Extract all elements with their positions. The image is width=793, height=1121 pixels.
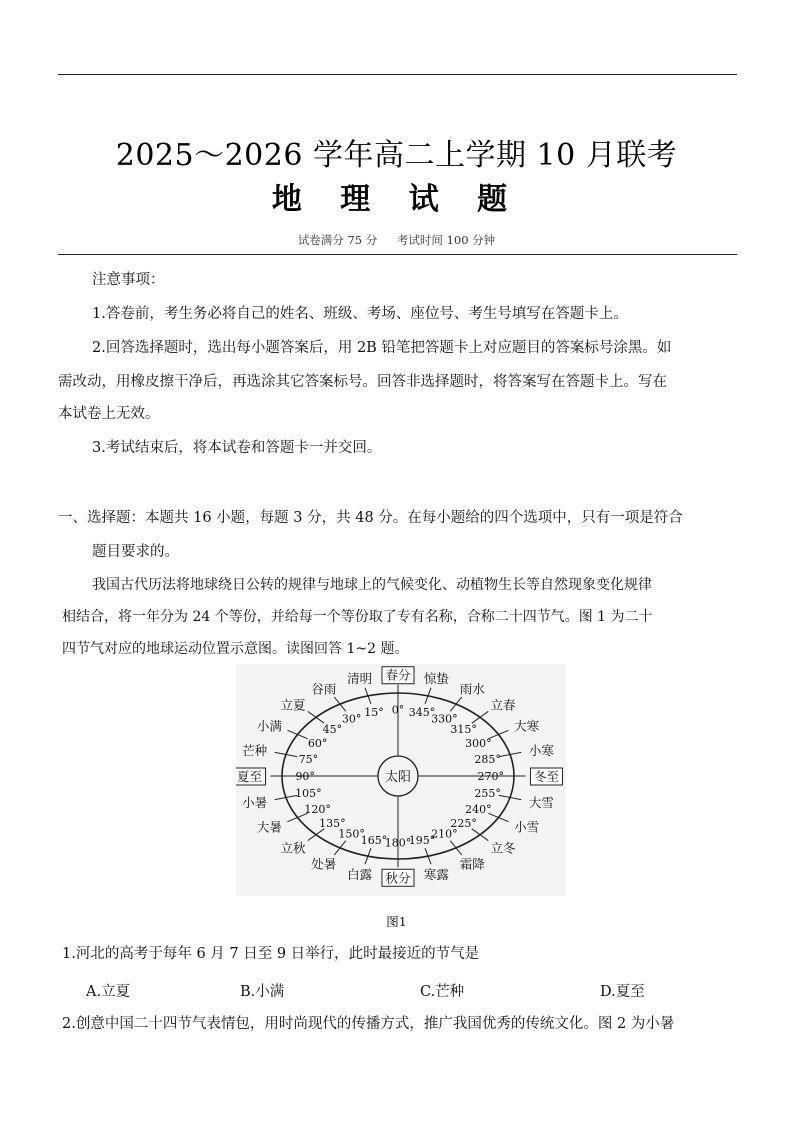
degree-label: 30° — [341, 712, 362, 726]
header-rule — [58, 254, 737, 255]
degree-label: 285° — [474, 752, 501, 766]
solar-term-name: 小暑 — [242, 795, 268, 811]
degree-label: 165° — [360, 834, 388, 848]
figure-caption: 图1 — [386, 914, 407, 929]
solar-terms-diagram — [236, 664, 566, 896]
question-1-stem: 1.河北的高考于每年 6 月 7 日至 9 日举行，此时最接近的节气是 — [62, 946, 480, 962]
degree-label: 210° — [431, 827, 458, 841]
notes-heading: 注意事项： — [92, 272, 165, 288]
note-2-line-2: 需改动，用橡皮擦干净后，再选涂其它答案标号。回答非选择题时，将答案写在答题卡上。写在 — [58, 374, 667, 390]
degree-label: 255° — [474, 787, 501, 801]
solar-term-name-boxed: 秋分 — [385, 870, 411, 886]
solar-term-name: 立夏 — [280, 697, 306, 713]
solar-term-name: 立秋 — [280, 840, 306, 856]
solar-term-name: 白露 — [347, 866, 373, 882]
degree-label: 195° — [408, 834, 436, 848]
q1-option-d: D.夏至 — [600, 984, 645, 1000]
note-3: 3.考试结束后，将本试卷和答题卡一并交回。 — [92, 440, 382, 456]
degree-label: 105° — [295, 787, 322, 801]
q1-option-b: B.小满 — [240, 984, 285, 1000]
note-2-line-1: 2.回答选择题时，选出每小题答案后，用 2B 铅笔把答题卡上对应题目的答案标号涂黑。如 — [92, 340, 672, 356]
degree-label: 240° — [465, 803, 492, 817]
degree-label: 150° — [338, 827, 365, 841]
note-1: 1.答卷前，考生务必将自己的姓名、班级、考场、座位号、考生号填写在答题卡上。 — [92, 306, 628, 322]
degree-label: 60° — [307, 736, 328, 750]
degree-label: 75° — [298, 752, 319, 766]
question-2-stem: 2.创意中国二十四节气表情包，用时尚现代的传播方式，推广我国优秀的传统文化。图 2 为小暑 — [62, 1016, 675, 1032]
solar-term-name: 大雪 — [528, 795, 554, 811]
solar-term-name: 小满 — [256, 718, 282, 734]
passage-line-1: 我国古代历法将地球绕日公转的规律与地球上的气候变化、动植物生长等自然现象变化规律 — [92, 577, 652, 593]
solar-term-name: 立冬 — [490, 840, 516, 856]
section-1-line-1: 一、选择题：本题共 16 小题，每题 3 分，共 48 分。在每小题给的四个选项中，只有一项是符合 — [58, 510, 683, 526]
solar-term-name: 芒种 — [242, 742, 268, 758]
solar-term-name-boxed: 冬至 — [533, 769, 559, 784]
full-score: 试卷满分 75 分 — [297, 233, 378, 247]
passage-line-2: 相结合，将一年分为 24 个等份，并给每一个等份取了专有名称，合称二十四节气。图 1 为二十 — [62, 609, 653, 625]
solar-term-name-boxed: 春分 — [385, 667, 411, 683]
solar-term-name: 寒露 — [423, 866, 449, 882]
subject-title: 地 理 试 题 — [271, 182, 522, 217]
q1-option-a: A.立夏 — [86, 984, 131, 1000]
degree-label: 135° — [319, 816, 346, 830]
solar-term-name: 谷雨 — [311, 681, 337, 697]
exam-time: 考试时间 100 分钟 — [396, 233, 496, 247]
degree-label: 15° — [364, 705, 384, 719]
solar-term-name: 小雪 — [514, 819, 540, 835]
solar-term-name: 小寒 — [528, 742, 554, 758]
exam-meta — [0, 232, 793, 248]
note-2-line-3: 本试卷上无效。 — [58, 406, 160, 422]
solar-term-name: 大寒 — [514, 718, 540, 734]
degree-label: 225° — [450, 816, 477, 830]
degree-label: 120° — [304, 803, 331, 817]
q1-option-c: C.芒种 — [420, 984, 465, 1000]
solar-term-name: 雨水 — [459, 681, 485, 697]
passage-line-3: 四节气对应的地球运动位置示意图。读图回答 1~2 题。 — [62, 641, 409, 657]
degree-label: 270° — [477, 770, 505, 783]
degree-label: 330° — [431, 712, 458, 726]
section-1-line-2: 题目要求的。 — [92, 544, 179, 560]
solar-term-name: 清明 — [347, 671, 373, 687]
solar-term-name: 处暑 — [311, 856, 337, 872]
degree-label: 315° — [450, 723, 477, 737]
solar-term-name-boxed: 夏至 — [237, 769, 263, 784]
degree-label: 45° — [322, 723, 343, 737]
solar-term-name: 霜降 — [459, 856, 485, 872]
degree-label: 90° — [295, 770, 315, 783]
solar-term-name: 惊蛰 — [423, 671, 449, 687]
exam-title: 2025～2026 学年高二上学期 10 月联考 — [115, 138, 678, 173]
solar-term-name: 大暑 — [256, 819, 282, 835]
sun-label: 太阳 — [384, 770, 412, 785]
solar-term-name: 立春 — [490, 697, 516, 713]
degree-label: 0° — [391, 703, 405, 717]
degree-label: 180° — [384, 836, 412, 850]
top-rule — [58, 74, 737, 75]
degree-label: 345° — [408, 705, 436, 719]
degree-label: 300° — [465, 736, 492, 750]
